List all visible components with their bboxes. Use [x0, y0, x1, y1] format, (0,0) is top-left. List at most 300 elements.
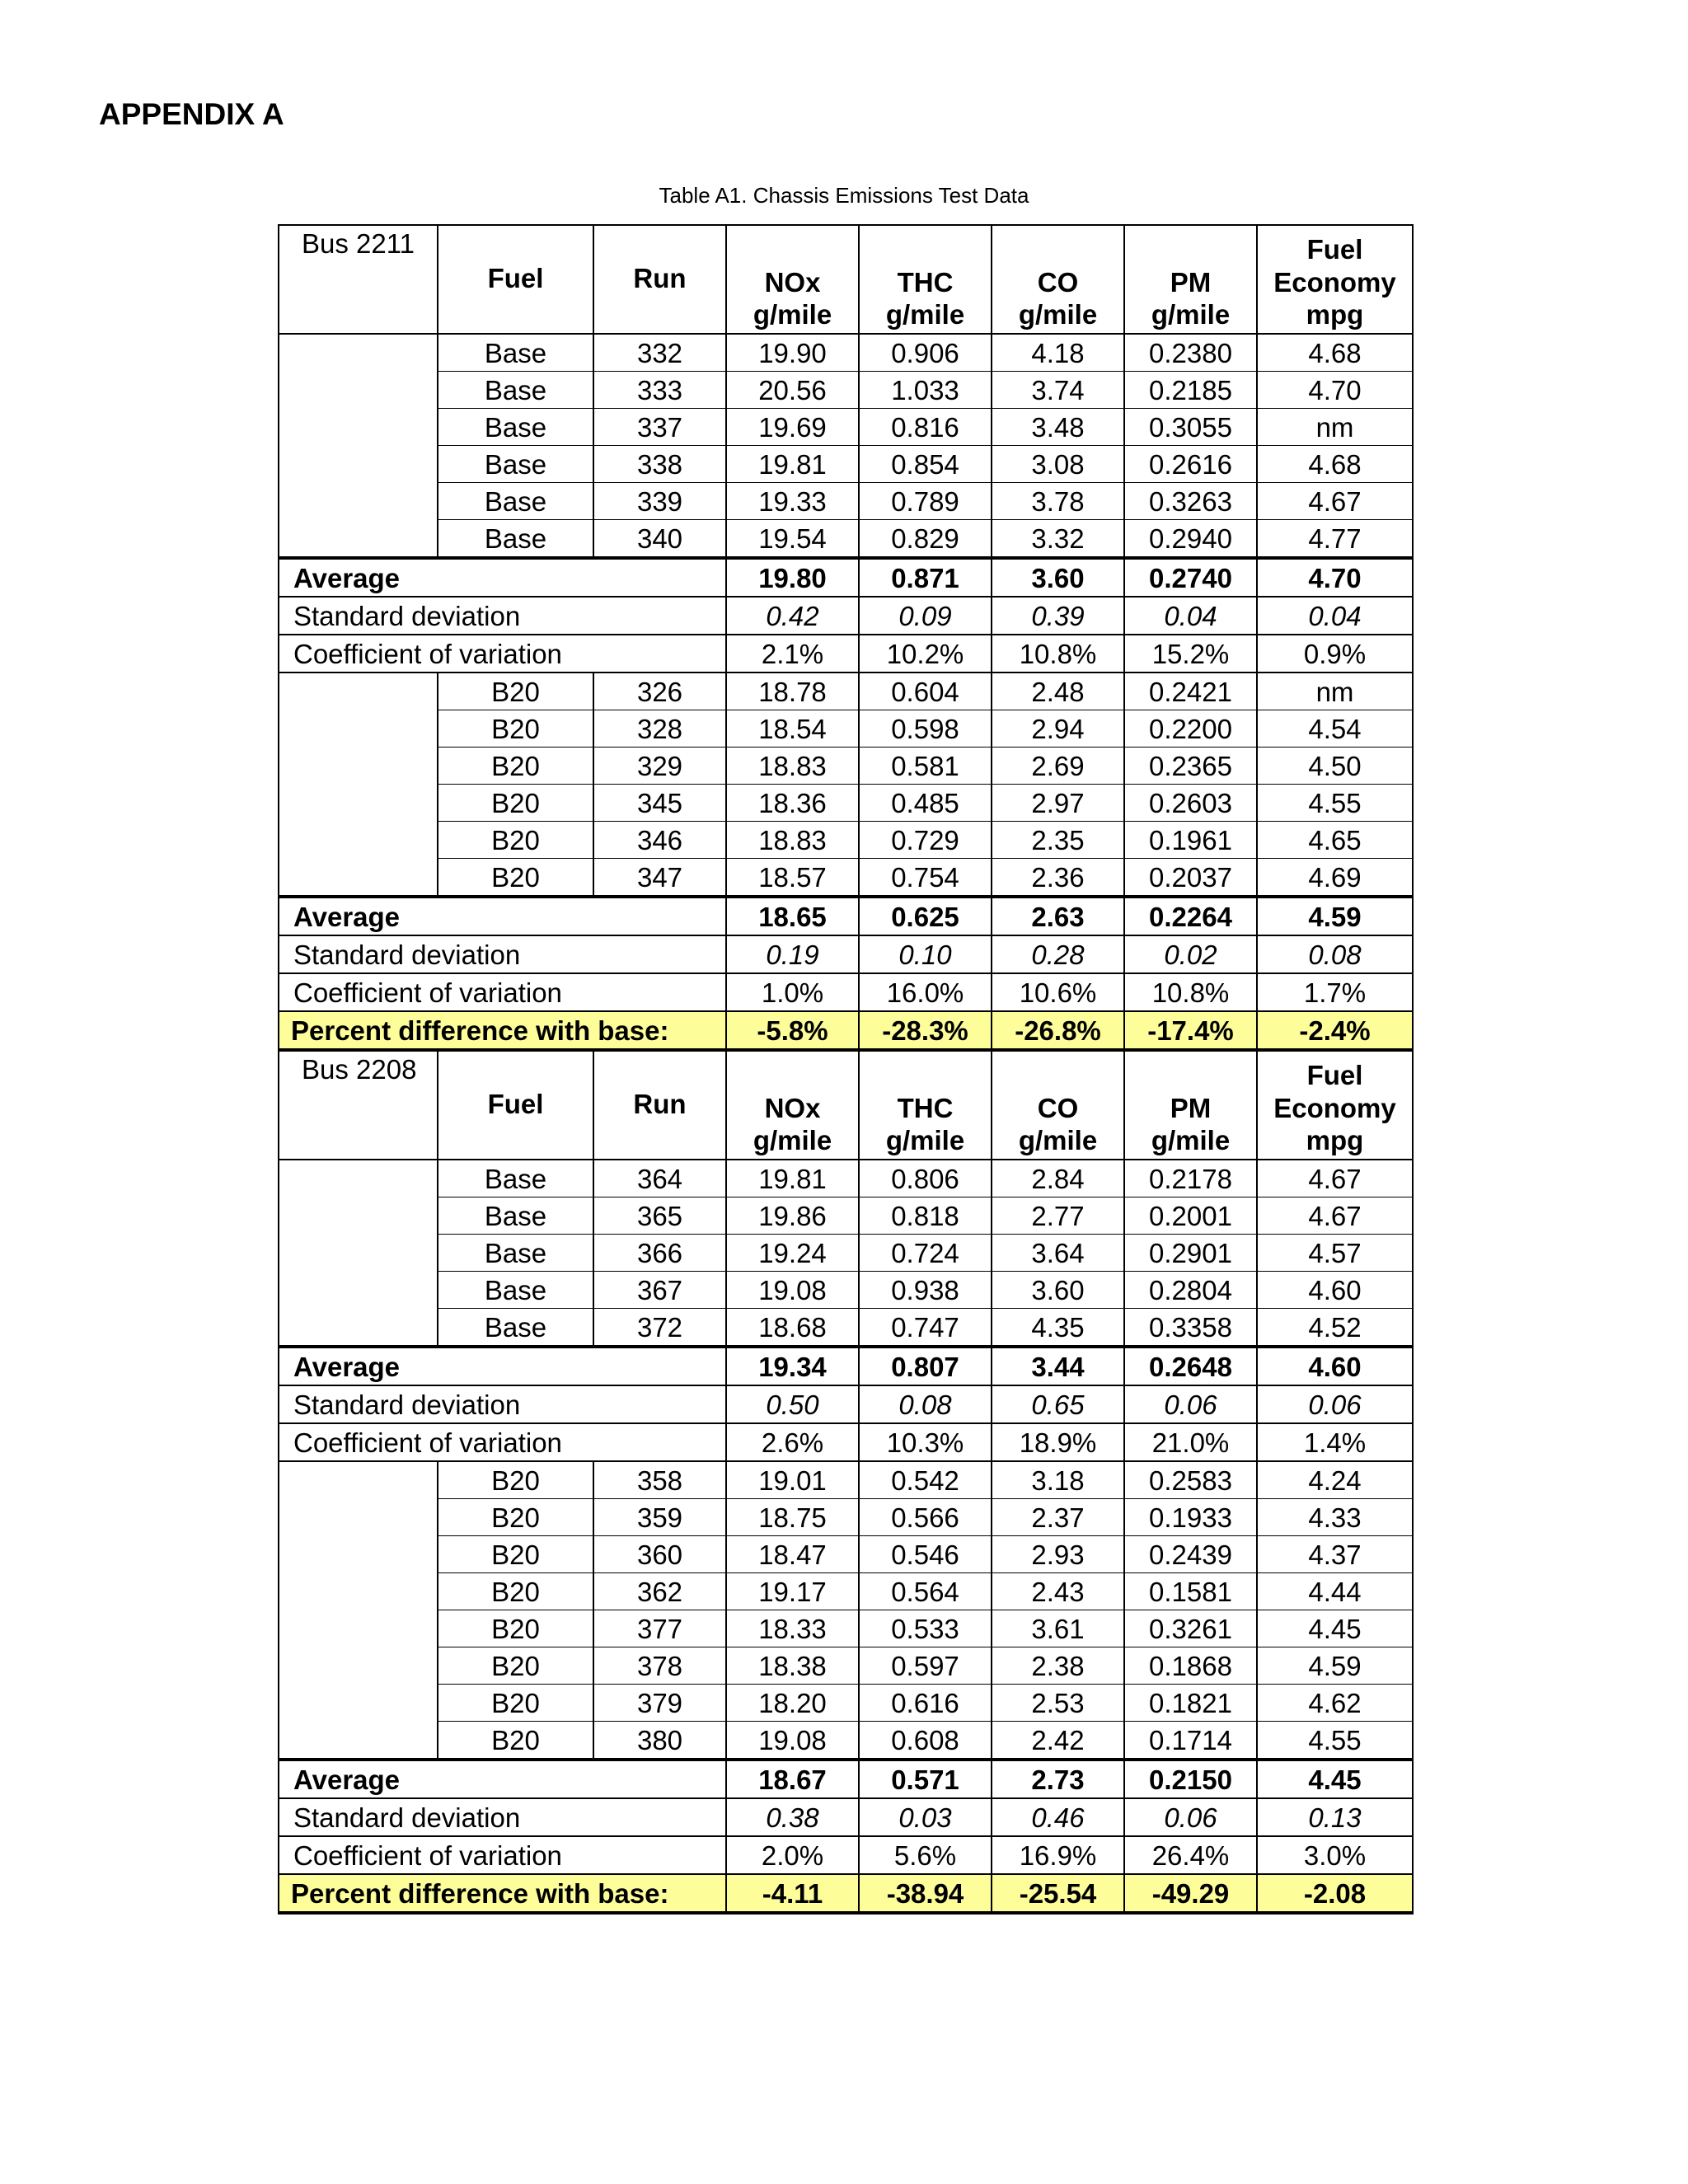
- fe-cell: 4.59: [1257, 1647, 1413, 1685]
- pm-cell: 0.1581: [1124, 1573, 1257, 1610]
- fuel-cell: B20: [438, 1685, 593, 1722]
- header-nox: NOx g/mile: [726, 225, 859, 334]
- table-row: [279, 859, 1413, 898]
- average-row: [279, 558, 1413, 597]
- cov-row-label: Coefficient of variation: [279, 1836, 726, 1874]
- header-fuel: Fuel: [438, 225, 593, 334]
- co-cell: 2.84: [992, 1160, 1124, 1197]
- run-cell: 377: [593, 1610, 726, 1647]
- nox-cell: 19.33: [726, 483, 859, 520]
- nox-cell: 19.08: [726, 1272, 859, 1309]
- co-pct-diff: -25.54: [992, 1874, 1124, 1913]
- pm-average: 0.2648: [1124, 1347, 1257, 1385]
- fe-cell: 4.44: [1257, 1573, 1413, 1610]
- header-row: [279, 1050, 1413, 1160]
- co-cell: 3.61: [992, 1610, 1124, 1647]
- pm-cell: 0.2365: [1124, 748, 1257, 785]
- header-co: CO g/mile: [992, 225, 1124, 334]
- run-cell: 366: [593, 1235, 726, 1272]
- nox-average: 18.65: [726, 897, 859, 935]
- thc-cell: 0.816: [859, 409, 992, 446]
- table-row: [279, 372, 1413, 409]
- pm-pct-diff: -49.29: [1124, 1874, 1257, 1913]
- fe-pct-diff: -2.4%: [1257, 1011, 1413, 1050]
- nox-cov: 2.0%: [726, 1836, 859, 1874]
- co-cell: 3.64: [992, 1235, 1124, 1272]
- fe-average: 4.59: [1257, 897, 1413, 935]
- nox-cell: 19.54: [726, 520, 859, 559]
- co-cell: 2.69: [992, 748, 1124, 785]
- thc-average: 0.807: [859, 1347, 992, 1385]
- run-cell: 332: [593, 334, 726, 372]
- thc-cell: 0.533: [859, 1610, 992, 1647]
- fe-average: 4.60: [1257, 1347, 1413, 1385]
- fe-cell: 4.52: [1257, 1309, 1413, 1347]
- header-run: Run: [593, 1050, 726, 1160]
- blank-cell: [279, 1160, 438, 1347]
- nox-cell: 18.20: [726, 1685, 859, 1722]
- nox-cov: 2.6%: [726, 1423, 859, 1461]
- cov-row-label: Coefficient of variation: [279, 635, 726, 673]
- fe-cell: 4.24: [1257, 1461, 1413, 1499]
- std-row: [279, 1385, 1413, 1423]
- pm-cell: 0.2001: [1124, 1197, 1257, 1235]
- pm-std: 0.06: [1124, 1385, 1257, 1423]
- fuel-cell: Base: [438, 520, 593, 559]
- header-fuel: Fuel: [438, 1050, 593, 1160]
- co-cell: 4.18: [992, 334, 1124, 372]
- table-row: [279, 1685, 1413, 1722]
- pm-cell: 0.1933: [1124, 1499, 1257, 1536]
- nox-cov: 1.0%: [726, 973, 859, 1011]
- thc-pct-diff: -28.3%: [859, 1011, 992, 1050]
- thc-cell: 1.033: [859, 372, 992, 409]
- fuel-cell: Base: [438, 372, 593, 409]
- fe-cell: 4.77: [1257, 520, 1413, 559]
- std-row: [279, 935, 1413, 973]
- pm-cell: 0.1868: [1124, 1647, 1257, 1685]
- table-row: [279, 1499, 1413, 1536]
- fuel-cell: B20: [438, 1461, 593, 1499]
- fe-cell: 4.33: [1257, 1499, 1413, 1536]
- fuel-cell: B20: [438, 710, 593, 748]
- fuel-cell: Base: [438, 446, 593, 483]
- fe-cell: 4.54: [1257, 710, 1413, 748]
- header-pm: PM g/mile: [1124, 1050, 1257, 1160]
- co-std: 0.46: [992, 1798, 1124, 1836]
- nox-average: 19.34: [726, 1347, 859, 1385]
- thc-std: 0.03: [859, 1798, 992, 1836]
- nox-cell: 18.57: [726, 859, 859, 898]
- co-cell: 2.93: [992, 1536, 1124, 1573]
- fe-std: 0.08: [1257, 935, 1413, 973]
- table-row: [279, 1536, 1413, 1573]
- fuel-cell: B20: [438, 673, 593, 710]
- nox-std: 0.50: [726, 1385, 859, 1423]
- co-cell: 3.18: [992, 1461, 1124, 1499]
- table-row: [279, 822, 1413, 859]
- co-average: 2.63: [992, 897, 1124, 935]
- nox-cell: 19.90: [726, 334, 859, 372]
- thc-cell: 0.806: [859, 1160, 992, 1197]
- table-row: [279, 1461, 1413, 1499]
- thc-cell: 0.938: [859, 1272, 992, 1309]
- fe-average: 4.70: [1257, 558, 1413, 597]
- pm-average: 0.2740: [1124, 558, 1257, 597]
- fe-average: 4.45: [1257, 1760, 1413, 1798]
- pm-average: 0.2150: [1124, 1760, 1257, 1798]
- std-row-label: Standard deviation: [279, 1385, 726, 1423]
- run-cell: 338: [593, 446, 726, 483]
- pm-cell: 0.3055: [1124, 409, 1257, 446]
- table-row: [279, 1235, 1413, 1272]
- std-row-label: Standard deviation: [279, 1798, 726, 1836]
- nox-cell: 18.68: [726, 1309, 859, 1347]
- pm-cell: 0.2200: [1124, 710, 1257, 748]
- run-cell: 329: [593, 748, 726, 785]
- std-row: [279, 597, 1413, 635]
- co-cell: 2.43: [992, 1573, 1124, 1610]
- average-row: [279, 897, 1413, 935]
- fuel-cell: Base: [438, 334, 593, 372]
- pm-cell: 0.2603: [1124, 785, 1257, 822]
- run-cell: 360: [593, 1536, 726, 1573]
- co-cov: 10.8%: [992, 635, 1124, 673]
- fe-cov: 1.7%: [1257, 973, 1413, 1011]
- pm-std: 0.06: [1124, 1798, 1257, 1836]
- nox-cell: 19.17: [726, 1573, 859, 1610]
- pm-cov: 10.8%: [1124, 973, 1257, 1011]
- pm-cell: 0.2901: [1124, 1235, 1257, 1272]
- run-cell: 328: [593, 710, 726, 748]
- percent-diff-row: [279, 1011, 1413, 1050]
- nox-average: 18.67: [726, 1760, 859, 1798]
- pm-cell: 0.2178: [1124, 1160, 1257, 1197]
- co-cell: 2.77: [992, 1197, 1124, 1235]
- fe-cell: 4.45: [1257, 1610, 1413, 1647]
- nox-pct-diff: -4.11: [726, 1874, 859, 1913]
- fuel-cell: B20: [438, 785, 593, 822]
- table-row: [279, 1309, 1413, 1347]
- fuel-cell: B20: [438, 822, 593, 859]
- std-row: [279, 1798, 1413, 1836]
- nox-std: 0.19: [726, 935, 859, 973]
- co-cell: 2.38: [992, 1647, 1124, 1685]
- thc-cov: 10.2%: [859, 635, 992, 673]
- pm-cell: 0.2940: [1124, 520, 1257, 559]
- fe-cell: nm: [1257, 673, 1413, 710]
- average-row: [279, 1760, 1413, 1798]
- average-row-label: Average: [279, 1347, 726, 1385]
- run-cell: 364: [593, 1160, 726, 1197]
- table-row: [279, 1610, 1413, 1647]
- fe-cell: 4.67: [1257, 1160, 1413, 1197]
- nox-cell: 18.78: [726, 673, 859, 710]
- fe-cell: 4.67: [1257, 483, 1413, 520]
- thc-cov: 10.3%: [859, 1423, 992, 1461]
- co-cell: 2.36: [992, 859, 1124, 898]
- co-cell: 2.48: [992, 673, 1124, 710]
- run-cell: 346: [593, 822, 726, 859]
- emissions-table: [278, 224, 1414, 1915]
- header-nox: NOx g/mile: [726, 1050, 859, 1160]
- co-cell: 2.37: [992, 1499, 1124, 1536]
- fuel-cell: B20: [438, 1536, 593, 1573]
- co-cell: 3.78: [992, 483, 1124, 520]
- pm-cell: 0.2583: [1124, 1461, 1257, 1499]
- co-average: 3.60: [992, 558, 1124, 597]
- pm-cell: 0.2185: [1124, 372, 1257, 409]
- thc-cell: 0.789: [859, 483, 992, 520]
- fuel-cell: Base: [438, 1235, 593, 1272]
- thc-std: 0.10: [859, 935, 992, 973]
- run-cell: 358: [593, 1461, 726, 1499]
- table-row: [279, 748, 1413, 785]
- blank-cell: [279, 673, 438, 897]
- nox-cell: 20.56: [726, 372, 859, 409]
- blank-cell: [279, 334, 438, 558]
- co-cell: 2.42: [992, 1722, 1124, 1760]
- co-cell: 3.08: [992, 446, 1124, 483]
- nox-cell: 18.83: [726, 822, 859, 859]
- average-row-label: Average: [279, 897, 726, 935]
- thc-cell: 0.818: [859, 1197, 992, 1235]
- header-fe: Fuel Economy mpg: [1257, 1050, 1413, 1160]
- thc-cell: 0.604: [859, 673, 992, 710]
- fe-cell: 4.55: [1257, 1722, 1413, 1760]
- nox-cell: 18.38: [726, 1647, 859, 1685]
- nox-cell: 19.86: [726, 1197, 859, 1235]
- fe-cell: 4.70: [1257, 372, 1413, 409]
- header-co: CO g/mile: [992, 1050, 1124, 1160]
- pm-cell: 0.1714: [1124, 1722, 1257, 1760]
- average-row-label: Average: [279, 1760, 726, 1798]
- thc-cell: 0.747: [859, 1309, 992, 1347]
- pm-std: 0.02: [1124, 935, 1257, 973]
- thc-std: 0.09: [859, 597, 992, 635]
- table-row: [279, 520, 1413, 559]
- nox-pct-diff: -5.8%: [726, 1011, 859, 1050]
- fuel-cell: Base: [438, 483, 593, 520]
- fe-std: 0.06: [1257, 1385, 1413, 1423]
- thc-cell: 0.564: [859, 1573, 992, 1610]
- table-caption: Table A1. Chassis Emissions Test Data: [659, 183, 1029, 208]
- cov-row: [279, 973, 1413, 1011]
- fe-pct-diff: -2.08: [1257, 1874, 1413, 1913]
- nox-cell: 18.47: [726, 1536, 859, 1573]
- cov-row-label: Coefficient of variation: [279, 973, 726, 1011]
- co-cell: 2.35: [992, 822, 1124, 859]
- table-row: [279, 1722, 1413, 1760]
- thc-cell: 0.485: [859, 785, 992, 822]
- table-row: [279, 1197, 1413, 1235]
- pm-cell: 0.3261: [1124, 1610, 1257, 1647]
- nox-cell: 18.54: [726, 710, 859, 748]
- run-cell: 359: [593, 1499, 726, 1536]
- co-cell: 2.53: [992, 1685, 1124, 1722]
- pm-cov: 21.0%: [1124, 1423, 1257, 1461]
- pm-cell: 0.2380: [1124, 334, 1257, 372]
- cov-row: [279, 1423, 1413, 1461]
- table-row: [279, 1647, 1413, 1685]
- fuel-cell: B20: [438, 1499, 593, 1536]
- co-cell: 3.60: [992, 1272, 1124, 1309]
- pm-cell: 0.2616: [1124, 446, 1257, 483]
- nox-cell: 19.01: [726, 1461, 859, 1499]
- pm-cell: 0.3358: [1124, 1309, 1257, 1347]
- header-run: Run: [593, 225, 726, 334]
- table-row: [279, 334, 1413, 372]
- co-cov: 16.9%: [992, 1836, 1124, 1874]
- bus-label: Bus 2211: [279, 225, 438, 334]
- table-row: [279, 483, 1413, 520]
- header-thc: THC g/mile: [859, 225, 992, 334]
- fe-std: 0.04: [1257, 597, 1413, 635]
- nox-std: 0.38: [726, 1798, 859, 1836]
- pm-std: 0.04: [1124, 597, 1257, 635]
- co-cov: 10.6%: [992, 973, 1124, 1011]
- run-cell: 339: [593, 483, 726, 520]
- pm-cov: 15.2%: [1124, 635, 1257, 673]
- pm-cell: 0.1961: [1124, 822, 1257, 859]
- fe-cell: 4.62: [1257, 1685, 1413, 1722]
- fe-cell: 4.69: [1257, 859, 1413, 898]
- run-cell: 365: [593, 1197, 726, 1235]
- fe-std: 0.13: [1257, 1798, 1413, 1836]
- cov-row: [279, 1836, 1413, 1874]
- fe-cell: 4.55: [1257, 785, 1413, 822]
- fe-cell: 4.57: [1257, 1235, 1413, 1272]
- run-cell: 340: [593, 520, 726, 559]
- nox-cell: 19.81: [726, 1160, 859, 1197]
- thc-cell: 0.754: [859, 859, 992, 898]
- thc-cell: 0.729: [859, 822, 992, 859]
- co-cell: 2.94: [992, 710, 1124, 748]
- nox-cell: 18.33: [726, 1610, 859, 1647]
- co-cov: 18.9%: [992, 1423, 1124, 1461]
- thc-cell: 0.566: [859, 1499, 992, 1536]
- fe-cell: 4.50: [1257, 748, 1413, 785]
- cov-row-label: Coefficient of variation: [279, 1423, 726, 1461]
- nox-average: 19.80: [726, 558, 859, 597]
- fuel-cell: Base: [438, 1309, 593, 1347]
- table-row: [279, 446, 1413, 483]
- pm-average: 0.2264: [1124, 897, 1257, 935]
- table-row: [279, 785, 1413, 822]
- fe-cell: 4.68: [1257, 446, 1413, 483]
- fuel-cell: B20: [438, 748, 593, 785]
- run-cell: 337: [593, 409, 726, 446]
- thc-cell: 0.829: [859, 520, 992, 559]
- thc-average: 0.625: [859, 897, 992, 935]
- percent-diff-label: Percent difference with base:: [279, 1011, 726, 1050]
- co-cell: 3.32: [992, 520, 1124, 559]
- fuel-cell: B20: [438, 859, 593, 898]
- fe-cov: 0.9%: [1257, 635, 1413, 673]
- pm-cell: 0.2439: [1124, 1536, 1257, 1573]
- pm-cell: 0.2421: [1124, 673, 1257, 710]
- thc-std: 0.08: [859, 1385, 992, 1423]
- header-row: [279, 225, 1413, 334]
- fuel-cell: B20: [438, 1610, 593, 1647]
- thc-pct-diff: -38.94: [859, 1874, 992, 1913]
- average-row: [279, 1347, 1413, 1385]
- fuel-cell: Base: [438, 1272, 593, 1309]
- thc-average: 0.571: [859, 1760, 992, 1798]
- co-std: 0.39: [992, 597, 1124, 635]
- thc-cell: 0.598: [859, 710, 992, 748]
- cov-row: [279, 635, 1413, 673]
- co-cell: 4.35: [992, 1309, 1124, 1347]
- thc-cell: 0.546: [859, 1536, 992, 1573]
- co-cell: 3.74: [992, 372, 1124, 409]
- fe-cell: nm: [1257, 409, 1413, 446]
- pm-cov: 26.4%: [1124, 1836, 1257, 1874]
- thc-cell: 0.616: [859, 1685, 992, 1722]
- table-row: [279, 710, 1413, 748]
- table-row: [279, 673, 1413, 710]
- run-cell: 362: [593, 1573, 726, 1610]
- thc-cell: 0.906: [859, 334, 992, 372]
- appendix-title: APPENDIX A: [99, 97, 284, 131]
- nox-cov: 2.1%: [726, 635, 859, 673]
- thc-average: 0.871: [859, 558, 992, 597]
- header-thc: THC g/mile: [859, 1050, 992, 1160]
- pm-cell: 0.2037: [1124, 859, 1257, 898]
- bus-label: Bus 2208: [279, 1050, 438, 1160]
- run-cell: 326: [593, 673, 726, 710]
- thc-cell: 0.542: [859, 1461, 992, 1499]
- thc-cell: 0.854: [859, 446, 992, 483]
- co-pct-diff: -26.8%: [992, 1011, 1124, 1050]
- table-row: [279, 409, 1413, 446]
- fe-cell: 4.68: [1257, 334, 1413, 372]
- fuel-cell: Base: [438, 1160, 593, 1197]
- run-cell: 347: [593, 859, 726, 898]
- thc-cell: 0.597: [859, 1647, 992, 1685]
- co-cell: 3.48: [992, 409, 1124, 446]
- pm-cell: 0.3263: [1124, 483, 1257, 520]
- nox-cell: 18.83: [726, 748, 859, 785]
- average-row-label: Average: [279, 558, 726, 597]
- table-row: [279, 1272, 1413, 1309]
- fe-cell: 4.67: [1257, 1197, 1413, 1235]
- percent-diff-label: Percent difference with base:: [279, 1874, 726, 1913]
- fuel-cell: Base: [438, 1197, 593, 1235]
- table-row: [279, 1573, 1413, 1610]
- header-pm: PM g/mile: [1124, 225, 1257, 334]
- co-cell: 2.97: [992, 785, 1124, 822]
- blank-cell: [279, 1461, 438, 1760]
- co-average: 3.44: [992, 1347, 1124, 1385]
- fe-cov: 3.0%: [1257, 1836, 1413, 1874]
- nox-cell: 19.08: [726, 1722, 859, 1760]
- run-cell: 378: [593, 1647, 726, 1685]
- thc-cov: 5.6%: [859, 1836, 992, 1874]
- fe-cell: 4.37: [1257, 1536, 1413, 1573]
- co-average: 2.73: [992, 1760, 1124, 1798]
- nox-cell: 18.75: [726, 1499, 859, 1536]
- run-cell: 367: [593, 1272, 726, 1309]
- pm-cell: 0.2804: [1124, 1272, 1257, 1309]
- std-row-label: Standard deviation: [279, 935, 726, 973]
- fuel-cell: B20: [438, 1647, 593, 1685]
- fuel-cell: B20: [438, 1722, 593, 1760]
- header-fe: Fuel Economy mpg: [1257, 225, 1413, 334]
- thc-cell: 0.724: [859, 1235, 992, 1272]
- percent-diff-row: [279, 1874, 1413, 1913]
- fe-cov: 1.4%: [1257, 1423, 1413, 1461]
